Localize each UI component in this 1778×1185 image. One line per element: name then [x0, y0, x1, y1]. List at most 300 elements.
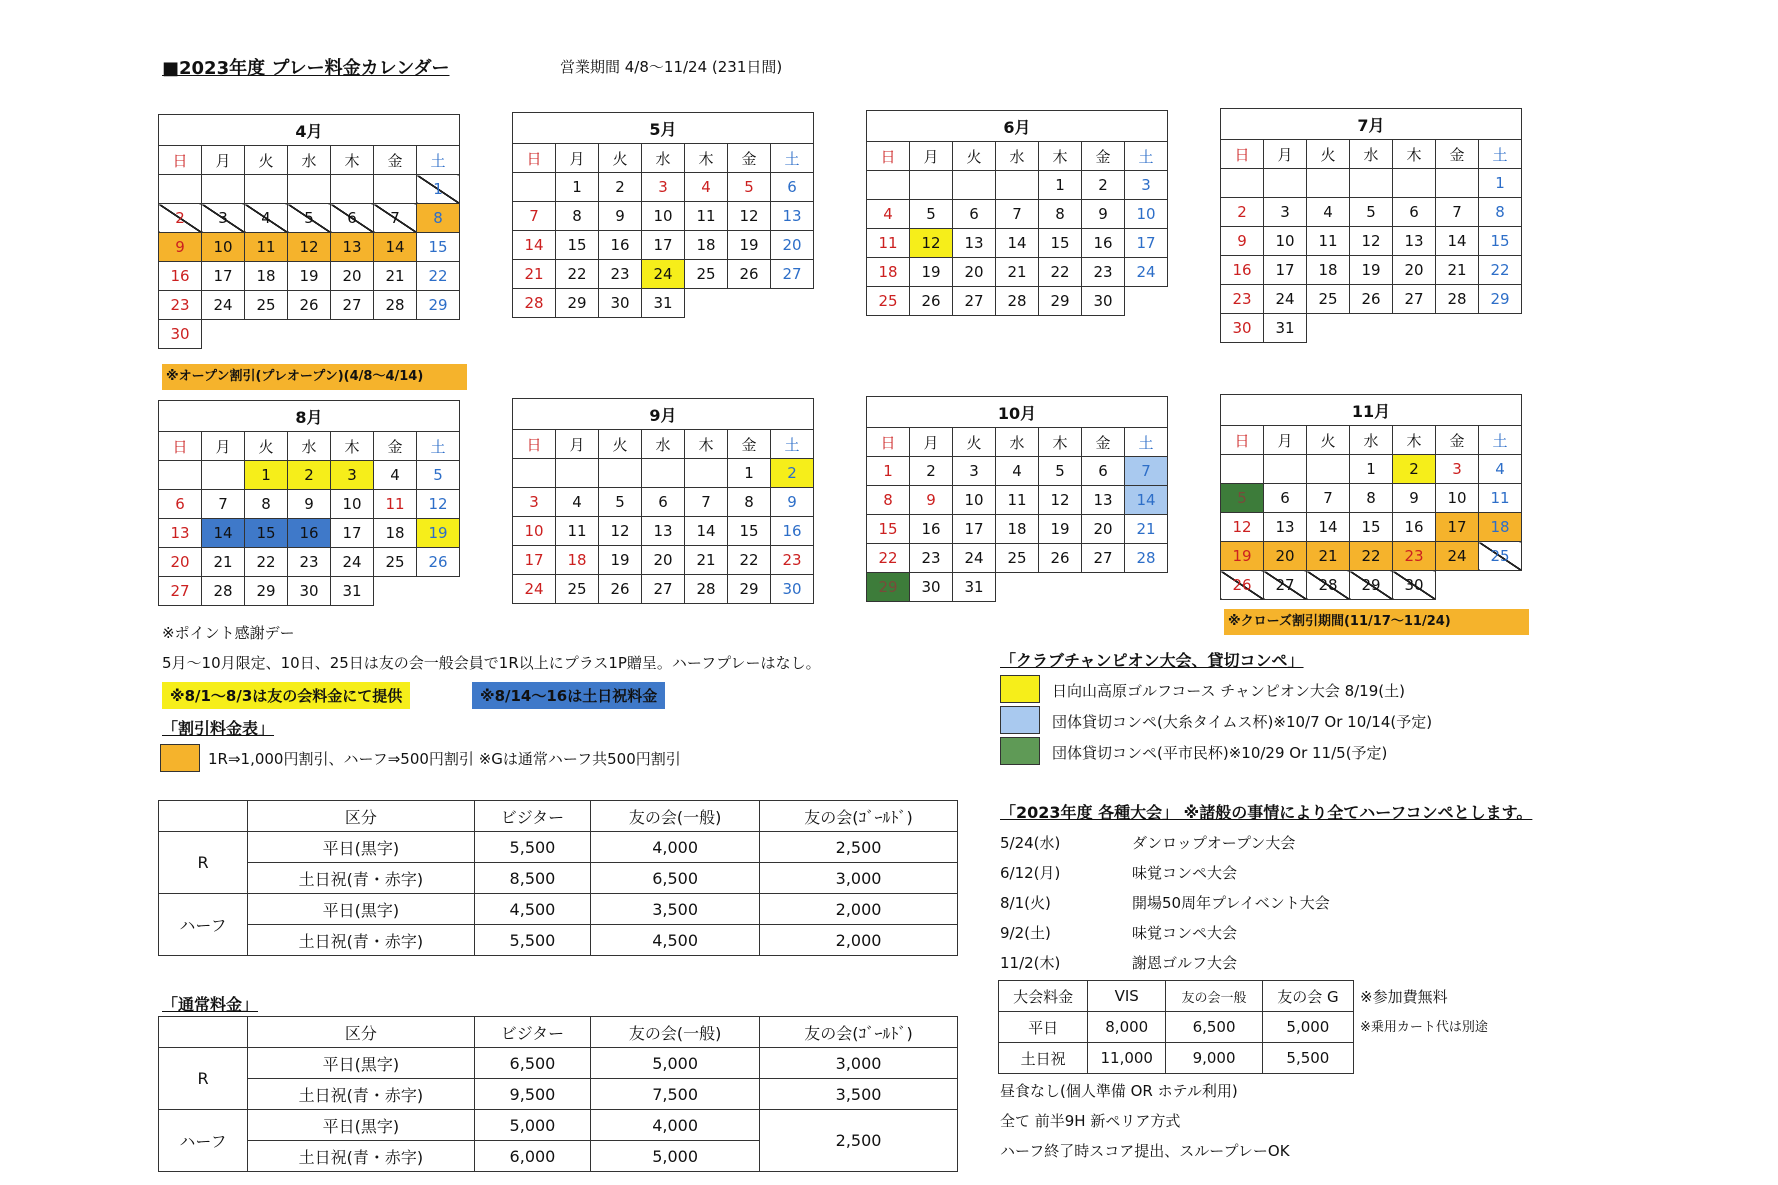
weekday-header: 水: [996, 142, 1039, 171]
calendar-day: 18: [556, 546, 599, 575]
price-cell: 5,000: [591, 1048, 760, 1079]
event-date: 5/24(水): [1000, 834, 1061, 852]
calendar-day: 6: [1082, 457, 1125, 486]
calendar-day: 21: [1307, 542, 1350, 571]
table-corner: [159, 1017, 248, 1048]
weekday-header: 土: [1125, 428, 1168, 457]
empty-cell: [1393, 169, 1436, 198]
calendar-day: 11: [556, 517, 599, 546]
price-cell: 2,000: [760, 894, 958, 925]
calendar-day: 19: [288, 262, 331, 291]
calendar-day: 9: [599, 202, 642, 231]
price-cell: 4,000: [591, 832, 760, 863]
calendar-day: 5: [599, 488, 642, 517]
empty-cell: [1307, 169, 1350, 198]
calendar-day: 12: [728, 202, 771, 231]
table-corner: [159, 801, 248, 832]
calendar-day: 14: [513, 231, 556, 260]
group-cell: R: [159, 832, 248, 894]
calendar-day: 11: [374, 490, 417, 519]
calendar-day: 2: [159, 204, 202, 233]
calendar-day: 25: [245, 291, 288, 320]
calendar-day: 11: [1479, 484, 1522, 513]
month-title: 7月: [1221, 109, 1522, 140]
weekday-header: 金: [1436, 426, 1479, 455]
weekday-header: 日: [159, 432, 202, 461]
event-date: 8/1(火): [1000, 894, 1051, 912]
calendar-day: 8: [556, 202, 599, 231]
weekday-header: 月: [1264, 140, 1307, 169]
event-fee-table: [998, 980, 1354, 1074]
header-cell: 友の会一般: [1166, 981, 1262, 1012]
calendar-day: 9: [771, 488, 814, 517]
calendar-day: 23: [771, 546, 814, 575]
calendar-day: 5: [1039, 457, 1082, 486]
calendar-day: 27: [953, 287, 996, 316]
event-name: ダンロップオープン大会: [1132, 834, 1296, 852]
calendar-day: 4: [996, 457, 1039, 486]
calendar-day: 20: [159, 548, 202, 577]
calendar-day: 13: [771, 202, 814, 231]
calendar-day: 13: [1082, 486, 1125, 515]
calendar-day: 28: [1436, 285, 1479, 314]
calendar-day: 24: [513, 575, 556, 604]
price-cell: 8,500: [474, 863, 590, 894]
header-cell: 区分: [248, 801, 475, 832]
price-cell: 2,000: [760, 925, 958, 956]
calendar-day: 19: [417, 519, 460, 548]
month-title: 4月: [159, 115, 460, 146]
price-cell: 6,500: [591, 863, 760, 894]
event-fee-note-1: ※参加費無料: [1360, 988, 1448, 1006]
price-cell: 8,000: [1088, 1012, 1166, 1043]
calendar-day: 2: [288, 461, 331, 490]
calendar-day: 3: [642, 173, 685, 202]
price-cell: 3,500: [591, 894, 760, 925]
calendar-day: 11: [1307, 227, 1350, 256]
calendar-day: 27: [642, 575, 685, 604]
calendar-day: 14: [1436, 227, 1479, 256]
calendar-day: 21: [513, 260, 556, 289]
club-swatch-lightblue: [1000, 706, 1040, 734]
calendar-day: 20: [1264, 542, 1307, 571]
empty-cell: [202, 175, 245, 204]
calendar-day: 2: [1393, 455, 1436, 484]
calendar-day: 10: [1436, 484, 1479, 513]
event-fee-note-2: ※乗用カート代は別途: [1360, 1020, 1488, 1035]
empty-cell: [1350, 169, 1393, 198]
group-cell: ハーフ: [159, 894, 248, 956]
calendar-day: 4: [1479, 455, 1522, 484]
group-cell: ハーフ: [159, 1110, 248, 1172]
calendar-day: 29: [245, 577, 288, 606]
price-cell: 6,500: [474, 1048, 590, 1079]
header-cell: 友の会(一般): [591, 801, 760, 832]
header-cell: 区分: [248, 1017, 475, 1048]
calendar-day: 4: [867, 200, 910, 229]
calendar-day: 7: [202, 490, 245, 519]
price-cell: 3,000: [760, 1048, 958, 1079]
weekday-header: 日: [867, 142, 910, 171]
calendar-day: 25: [1479, 542, 1522, 571]
empty-cell: [374, 175, 417, 204]
row-label: 平日(黒字): [248, 894, 475, 925]
calendar-day: 19: [1350, 256, 1393, 285]
calendar-day: 8: [1479, 198, 1522, 227]
event-note-2: 全て 前半9H 新ペリア方式: [1000, 1112, 1181, 1130]
calendar-day: 13: [1393, 227, 1436, 256]
calendar-day: 14: [996, 229, 1039, 258]
empty-cell: [331, 175, 374, 204]
calendar-day: 28: [202, 577, 245, 606]
calendar-day: 23: [1221, 285, 1264, 314]
calendar-day: 30: [1393, 571, 1436, 600]
calendar-day: 25: [1307, 285, 1350, 314]
calendar-day: 14: [685, 517, 728, 546]
row-label: 土日祝(青・赤字): [248, 1079, 475, 1110]
calendar-day: 26: [1221, 571, 1264, 600]
calendar-day: 11: [867, 229, 910, 258]
month-title: 5月: [513, 113, 814, 144]
header-cell: 友の会 G: [1262, 981, 1353, 1012]
calendar-day: 14: [374, 233, 417, 262]
month-calendar: [512, 112, 814, 318]
calendar-day: 11: [685, 202, 728, 231]
weekday-header: 土: [771, 144, 814, 173]
calendar-day: 15: [245, 519, 288, 548]
calendar-day: 7: [374, 204, 417, 233]
empty-cell: [513, 459, 556, 488]
calendar-day: 5: [910, 200, 953, 229]
weekday-header: 月: [910, 428, 953, 457]
price-cell: 5,500: [474, 925, 590, 956]
calendar-day: 31: [331, 577, 374, 606]
calendar-day: 1: [1479, 169, 1522, 198]
price-cell: 4,500: [474, 894, 590, 925]
calendar-day: 10: [1264, 227, 1307, 256]
discount-legend-swatch: [160, 744, 200, 772]
weekday-header: 月: [556, 430, 599, 459]
calendar-day: 3: [513, 488, 556, 517]
calendar-day: 30: [599, 289, 642, 318]
calendar-day: 18: [245, 262, 288, 291]
calendar-day: 7: [513, 202, 556, 231]
april-discount-bar: ※オープン割引(プレオープン)(4/8～4/14): [162, 364, 467, 390]
calendar-day: 18: [867, 258, 910, 287]
calendar-day: 27: [1264, 571, 1307, 600]
calendar-day: 25: [867, 287, 910, 316]
weekday-header: 木: [685, 144, 728, 173]
calendar-day: 1: [417, 175, 460, 204]
empty-cell: [159, 461, 202, 490]
weekday-header: 日: [1221, 140, 1264, 169]
weekday-header: 木: [331, 432, 374, 461]
calendar-day: 7: [685, 488, 728, 517]
empty-cell: [1221, 455, 1264, 484]
empty-cell: [642, 459, 685, 488]
calendar-day: 8: [417, 204, 460, 233]
weekday-header: 月: [202, 432, 245, 461]
calendar-day: 9: [1082, 200, 1125, 229]
header-cell: 友の会(一般): [591, 1017, 760, 1048]
calendar-day: 4: [374, 461, 417, 490]
calendar-day: 14: [202, 519, 245, 548]
month-calendar: [158, 400, 460, 606]
discount-header: 「割引料金表」: [162, 719, 275, 738]
club-item-1: 日向山高原ゴルフコース チャンピオン大会 8/19(土): [1052, 682, 1405, 700]
header-cell: ビジター: [474, 801, 590, 832]
yellow-note: ※8/1～8/3は友の会料金にて提供: [162, 682, 410, 709]
weekday-header: 火: [953, 428, 996, 457]
calendar-day: 25: [685, 260, 728, 289]
price-cell: 5,000: [591, 1141, 760, 1172]
calendar-day: 22: [556, 260, 599, 289]
club-header: 「クラブチャンピオン大会、貸切コンペ」: [1000, 651, 1304, 670]
weekday-header: 金: [1436, 140, 1479, 169]
weekday-header: 水: [1350, 426, 1393, 455]
header-cell: ビジター: [474, 1017, 590, 1048]
calendar-day: 20: [771, 231, 814, 260]
empty-cell: [159, 175, 202, 204]
month-calendar: [1220, 394, 1522, 600]
empty-cell: [599, 459, 642, 488]
calendar-day: 9: [288, 490, 331, 519]
calendar-day: 6: [1393, 198, 1436, 227]
calendar-day: 11: [996, 486, 1039, 515]
weekday-header: 木: [685, 430, 728, 459]
calendar-day: 3: [331, 461, 374, 490]
calendar-day: 22: [417, 262, 460, 291]
calendar-day: 17: [642, 231, 685, 260]
weekday-header: 水: [996, 428, 1039, 457]
calendar-day: 13: [331, 233, 374, 262]
calendar-day: 8: [1350, 484, 1393, 513]
weekday-header: 木: [1039, 142, 1082, 171]
calendar-day: 28: [374, 291, 417, 320]
weekday-header: 土: [771, 430, 814, 459]
weekday-header: 火: [245, 432, 288, 461]
calendar-day: 15: [728, 517, 771, 546]
weekday-header: 火: [599, 430, 642, 459]
event-name: 味覚コンペ大会: [1132, 864, 1238, 882]
weekday-header: 木: [1039, 428, 1082, 457]
calendar-day: 24: [953, 544, 996, 573]
calendar-day: 19: [910, 258, 953, 287]
calendar-day: 17: [202, 262, 245, 291]
price-cell: 7,500: [591, 1079, 760, 1110]
calendar-day: 17: [1264, 256, 1307, 285]
calendar-day: 28: [1307, 571, 1350, 600]
calendar-day: 29: [728, 575, 771, 604]
calendar-day: 26: [599, 575, 642, 604]
weekday-header: 金: [728, 430, 771, 459]
price-cell: 6,000: [474, 1141, 590, 1172]
price-cell: 4,500: [591, 925, 760, 956]
calendar-day: 3: [202, 204, 245, 233]
calendar-day: 23: [1082, 258, 1125, 287]
calendar-day: 24: [331, 548, 374, 577]
calendar-day: 29: [867, 573, 910, 602]
price-cell: 5,500: [474, 832, 590, 863]
month-title: 11月: [1221, 395, 1522, 426]
calendar-day: 21: [374, 262, 417, 291]
calendar-day: 10: [513, 517, 556, 546]
empty-cell: [1436, 169, 1479, 198]
calendar-day: 1: [1039, 171, 1082, 200]
calendar-day: 29: [1479, 285, 1522, 314]
price-cell: 6,500: [1166, 1012, 1262, 1043]
calendar-day: 26: [910, 287, 953, 316]
calendar-day: 29: [556, 289, 599, 318]
calendar-day: 4: [1307, 198, 1350, 227]
row-label: 土日祝: [999, 1043, 1088, 1074]
calendar-day: 3: [1125, 171, 1168, 200]
calendar-day: 28: [1125, 544, 1168, 573]
calendar-day: 28: [685, 575, 728, 604]
calendar-day: 5: [728, 173, 771, 202]
calendar-day: 19: [728, 231, 771, 260]
calendar-day: 18: [996, 515, 1039, 544]
calendar-day: 27: [1082, 544, 1125, 573]
row-label: 平日(黒字): [248, 1048, 475, 1079]
calendar-day: 3: [1264, 198, 1307, 227]
calendar-day: 9: [910, 486, 953, 515]
weekday-header: 日: [1221, 426, 1264, 455]
calendar-day: 8: [728, 488, 771, 517]
calendar-day: 24: [202, 291, 245, 320]
blue-note: ※8/14～16は土日祝料金: [472, 682, 665, 709]
group-cell: R: [159, 1048, 248, 1110]
calendar-day: 29: [417, 291, 460, 320]
calendar-day: 16: [288, 519, 331, 548]
calendar-day: 2: [1082, 171, 1125, 200]
calendar-day: 28: [513, 289, 556, 318]
calendar-day: 1: [867, 457, 910, 486]
calendar-day: 16: [599, 231, 642, 260]
event-date: 6/12(月): [1000, 864, 1061, 882]
event-date: 9/2(土): [1000, 924, 1051, 942]
row-label: 平日(黒字): [248, 832, 475, 863]
normal-price-table: [158, 1016, 958, 1172]
calendar-day: 17: [1125, 229, 1168, 258]
calendar-day: 12: [599, 517, 642, 546]
calendar-day: 16: [771, 517, 814, 546]
price-cell: 5,500: [1262, 1043, 1353, 1074]
calendar-day: 26: [1039, 544, 1082, 573]
calendar-day: 6: [1264, 484, 1307, 513]
empty-cell: [202, 461, 245, 490]
weekday-header: 土: [417, 146, 460, 175]
club-item-2: 団体貸切コンペ(大糸タイムス杯)※10/7 Or 10/14(予定): [1052, 713, 1433, 731]
calendar-day: 7: [1436, 198, 1479, 227]
calendar-day: 26: [288, 291, 331, 320]
month-calendar: [158, 114, 460, 349]
calendar-day: 12: [288, 233, 331, 262]
calendar-day: 22: [1350, 542, 1393, 571]
calendar-day: 10: [642, 202, 685, 231]
price-cell: 5,000: [474, 1110, 590, 1141]
price-cell: 3,500: [760, 1079, 958, 1110]
weekday-header: 金: [728, 144, 771, 173]
calendar-day: 7: [1125, 457, 1168, 486]
empty-cell: [556, 459, 599, 488]
calendar-day: 12: [417, 490, 460, 519]
calendar-day: 15: [867, 515, 910, 544]
calendar-day: 29: [1039, 287, 1082, 316]
event-name: 味覚コンペ大会: [1132, 924, 1238, 942]
calendar-day: 27: [1393, 285, 1436, 314]
row-label: 平日: [999, 1012, 1088, 1043]
weekday-header: 木: [331, 146, 374, 175]
calendar-day: 7: [1307, 484, 1350, 513]
calendar-day: 6: [642, 488, 685, 517]
club-swatch-yellow: [1000, 675, 1040, 703]
calendar-day: 31: [642, 289, 685, 318]
calendar-day: 30: [1221, 314, 1264, 343]
calendar-day: 20: [642, 546, 685, 575]
calendar-day: 5: [1350, 198, 1393, 227]
calendar-day: 1: [245, 461, 288, 490]
calendar-day: 10: [331, 490, 374, 519]
calendar-day: 27: [159, 577, 202, 606]
calendar-day: 19: [599, 546, 642, 575]
weekday-header: 土: [1479, 140, 1522, 169]
price-cell: 5,000: [1262, 1012, 1353, 1043]
calendar-day: 12: [1221, 513, 1264, 542]
calendar-day: 1: [556, 173, 599, 202]
month-calendar: [1220, 108, 1522, 343]
calendar-day: 20: [331, 262, 374, 291]
empty-cell: [1264, 169, 1307, 198]
calendar-day: 25: [556, 575, 599, 604]
calendar-day: 16: [1082, 229, 1125, 258]
calendar-day: 7: [996, 200, 1039, 229]
empty-cell: [1307, 455, 1350, 484]
empty-cell: [1264, 455, 1307, 484]
event-date: 11/2(木): [1000, 954, 1061, 972]
calendar-day: 15: [1479, 227, 1522, 256]
header-cell: VIS: [1088, 981, 1166, 1012]
calendar-day: 21: [202, 548, 245, 577]
normal-price-header: 「通常料金」: [162, 995, 259, 1014]
calendar-day: 30: [1082, 287, 1125, 316]
calendar-day: 2: [771, 459, 814, 488]
empty-cell: [910, 171, 953, 200]
calendar-day: 20: [1082, 515, 1125, 544]
calendar-day: 2: [599, 173, 642, 202]
calendar-day: 26: [728, 260, 771, 289]
weekday-header: 月: [910, 142, 953, 171]
row-label: 平日(黒字): [248, 1110, 475, 1141]
calendar-day: 21: [996, 258, 1039, 287]
calendar-day: 17: [1436, 513, 1479, 542]
header-cell: 大会料金: [999, 981, 1088, 1012]
calendar-day: 23: [288, 548, 331, 577]
price-cell: 4,000: [591, 1110, 760, 1141]
calendar-day: 30: [910, 573, 953, 602]
calendar-day: 23: [599, 260, 642, 289]
weekday-header: 金: [374, 146, 417, 175]
weekday-header: 木: [1393, 140, 1436, 169]
calendar-day: 9: [159, 233, 202, 262]
calendar-day: 24: [1125, 258, 1168, 287]
calendar-day: 10: [202, 233, 245, 262]
calendar-day: 21: [685, 546, 728, 575]
weekday-header: 日: [159, 146, 202, 175]
calendar-day: 26: [1350, 285, 1393, 314]
calendar-day: 18: [1307, 256, 1350, 285]
calendar-day: 10: [1125, 200, 1168, 229]
